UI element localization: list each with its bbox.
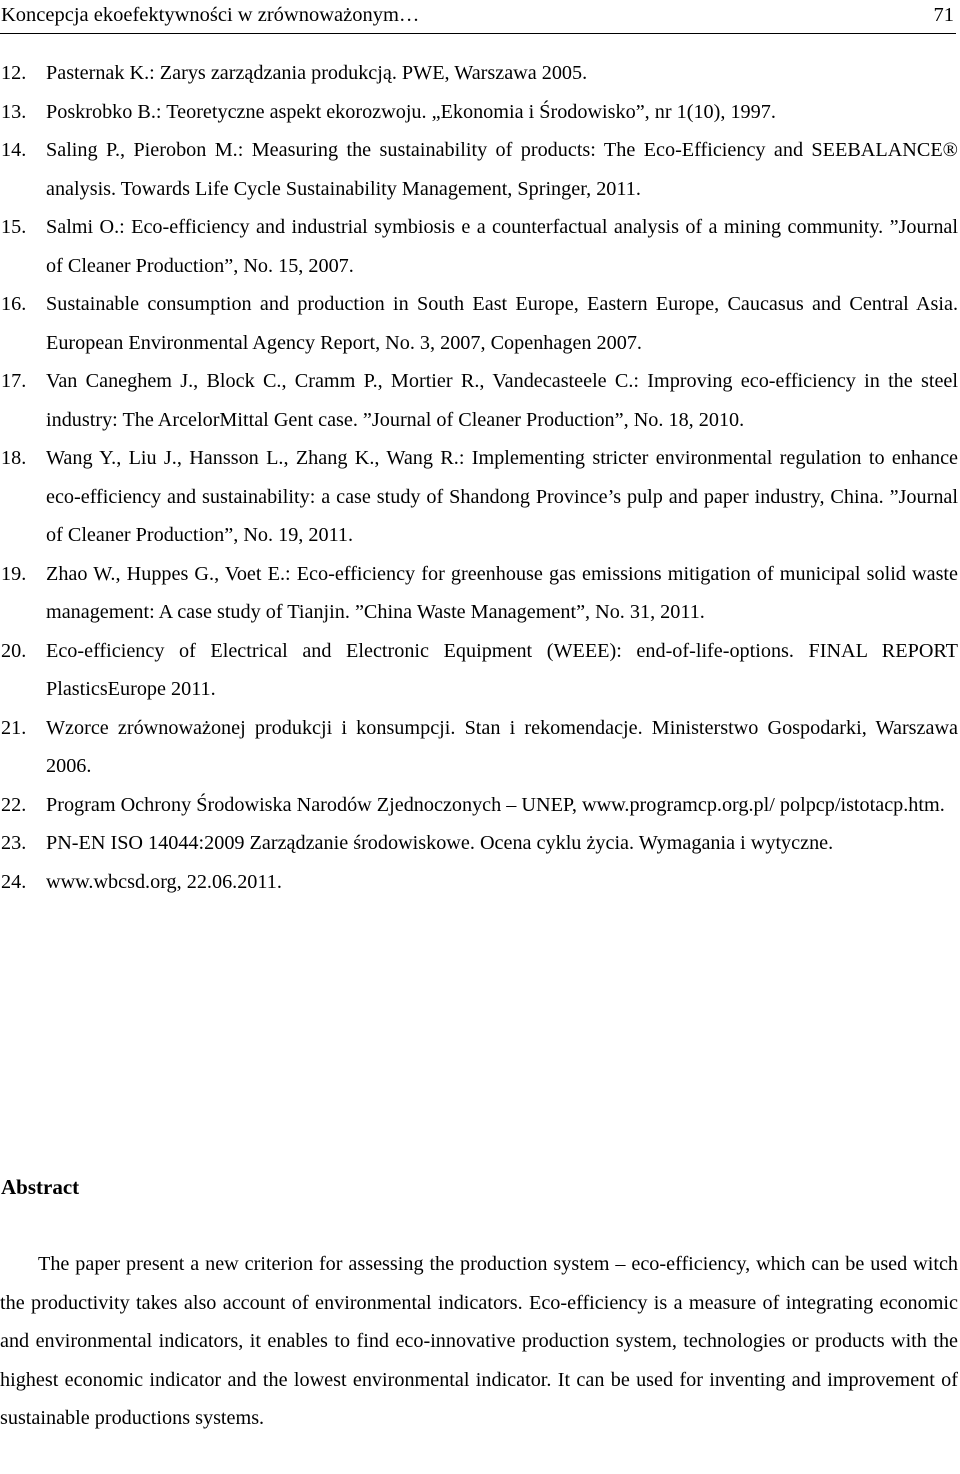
reference-item bbox=[0, 285, 958, 362]
reference-number: 22. bbox=[1, 793, 27, 816]
reference-number: 23. bbox=[1, 832, 27, 854]
reference-text: Wang Y., Liu J., Hansson L., Zhang K., Wang R.: Implementing stricter environmental regulation to enhance eco-efficiency and sustainability: a case study of Shandong Province’s pulp and paper industry, China. ”Journal of Cleaner Production”, No. 19, 2011. bbox=[46, 447, 958, 546]
reference-item bbox=[0, 54, 958, 93]
page-number: 71 bbox=[933, 4, 954, 26]
running-header bbox=[0, 0, 956, 34]
reference-number: 19. bbox=[1, 562, 27, 585]
reference-text: Saling P., Pierobon M.: Measuring the sustainability of products: The Eco-Efficiency and SEEBALANCE® analysis. Towards Life Cycle Sustainability Management, Springer, 2011. bbox=[46, 139, 958, 200]
reference-text: Wzorce zrównoważonej produkcji i konsumpcji. Stan i rekomendacje. Ministerstwo Gospodarki, Warszawa 2006. bbox=[46, 716, 958, 777]
reference-item bbox=[0, 208, 958, 285]
reference-item bbox=[0, 362, 958, 439]
reference-text: Van Caneghem J., Block C., Cramm P., Mortier R., Vandecasteele C.: Improving eco-efficiency in the steel industry: The ArcelorMittal Gent case. ”Journal of Cleaner Production”, No. 18, 2010. bbox=[46, 370, 958, 431]
reference-text: Eco-efficiency of Electrical and Electronic Equipment (WEEE): end-of-life-options. FINAL REPORT PlasticsEurope 2011. bbox=[46, 639, 958, 700]
reference-number: 18. bbox=[1, 447, 27, 469]
reference-text: Poskrobko B.: Teoretyczne aspekt ekorozwoju. „Ekonomia i Środowisko”, nr 1(10), 1997. bbox=[46, 100, 776, 123]
reference-number: 24. bbox=[1, 870, 27, 893]
abstract-heading: Abstract bbox=[1, 1175, 80, 1199]
reference-number: 20. bbox=[1, 639, 27, 662]
reference-text: www.wbcsd.org, 22.06.2011. bbox=[46, 870, 282, 893]
reference-number: 16. bbox=[1, 293, 27, 315]
reference-text: Pasternak K.: Zarys zarządzania produkcją. PWE, Warszawa 2005. bbox=[46, 62, 588, 84]
reference-number: 14. bbox=[1, 139, 27, 161]
reference-text: Salmi O.: Eco-efficiency and industrial symbiosis e a counterfactual analysis of a mining community. ”Journal of Cleaner Production”, No. 15, 2007. bbox=[46, 216, 958, 277]
abstract-text: The paper present a new criterion for assessing the production system – eco-efficiency, which can be used witch the productivity takes also account of environmental indicators. Eco-efficiency is a measure of integrating economic and environmental indicators, it enables to find eco-innovative production system, technologies or products with the highest economic indicator and the lowest environmental indicator. It can be used for inventing and improvement of sustainable productions systems. bbox=[0, 1253, 958, 1430]
reference-number: 17. bbox=[1, 370, 27, 392]
reference-item bbox=[0, 555, 958, 632]
reference-number: 21. bbox=[1, 716, 27, 739]
reference-item bbox=[0, 709, 958, 786]
reference-item bbox=[0, 786, 958, 825]
reference-number: 15. bbox=[1, 216, 27, 238]
reference-text: Program Ochrony Środowiska Narodów Zjednoczonych – UNEP, www.programcp.org.pl/ polpcp/istotacp.htm. bbox=[46, 793, 945, 816]
reference-item bbox=[0, 439, 958, 555]
reference-number: 12. bbox=[1, 62, 27, 84]
reference-item bbox=[0, 824, 958, 863]
reference-text: Zhao W., Huppes G., Voet E.: Eco-efficiency for greenhouse gas emissions mitigation of municipal solid waste management: A case study of Tianjin. ”China Waste Management”, No. 31, 2011. bbox=[46, 562, 958, 623]
reference-list bbox=[0, 54, 958, 901]
reference-text: PN-EN ISO 14044:2009 Zarządzanie środowiskowe. Ocena cyklu życia. Wymagania i wytyczne. bbox=[46, 832, 834, 854]
reference-number: 13. bbox=[1, 100, 27, 123]
reference-text: Sustainable consumption and production in South East Europe, Eastern Europe, Caucasus and Central Asia. European Environmental Agency Report, No. 3, 2007, Copenhagen 2007. bbox=[46, 293, 958, 354]
reference-item bbox=[0, 632, 958, 709]
reference-item bbox=[0, 131, 958, 208]
running-title: Koncepcja ekoefektywności w zrównoważonym… bbox=[1, 4, 420, 26]
reference-item bbox=[0, 93, 958, 132]
reference-item bbox=[0, 863, 958, 902]
